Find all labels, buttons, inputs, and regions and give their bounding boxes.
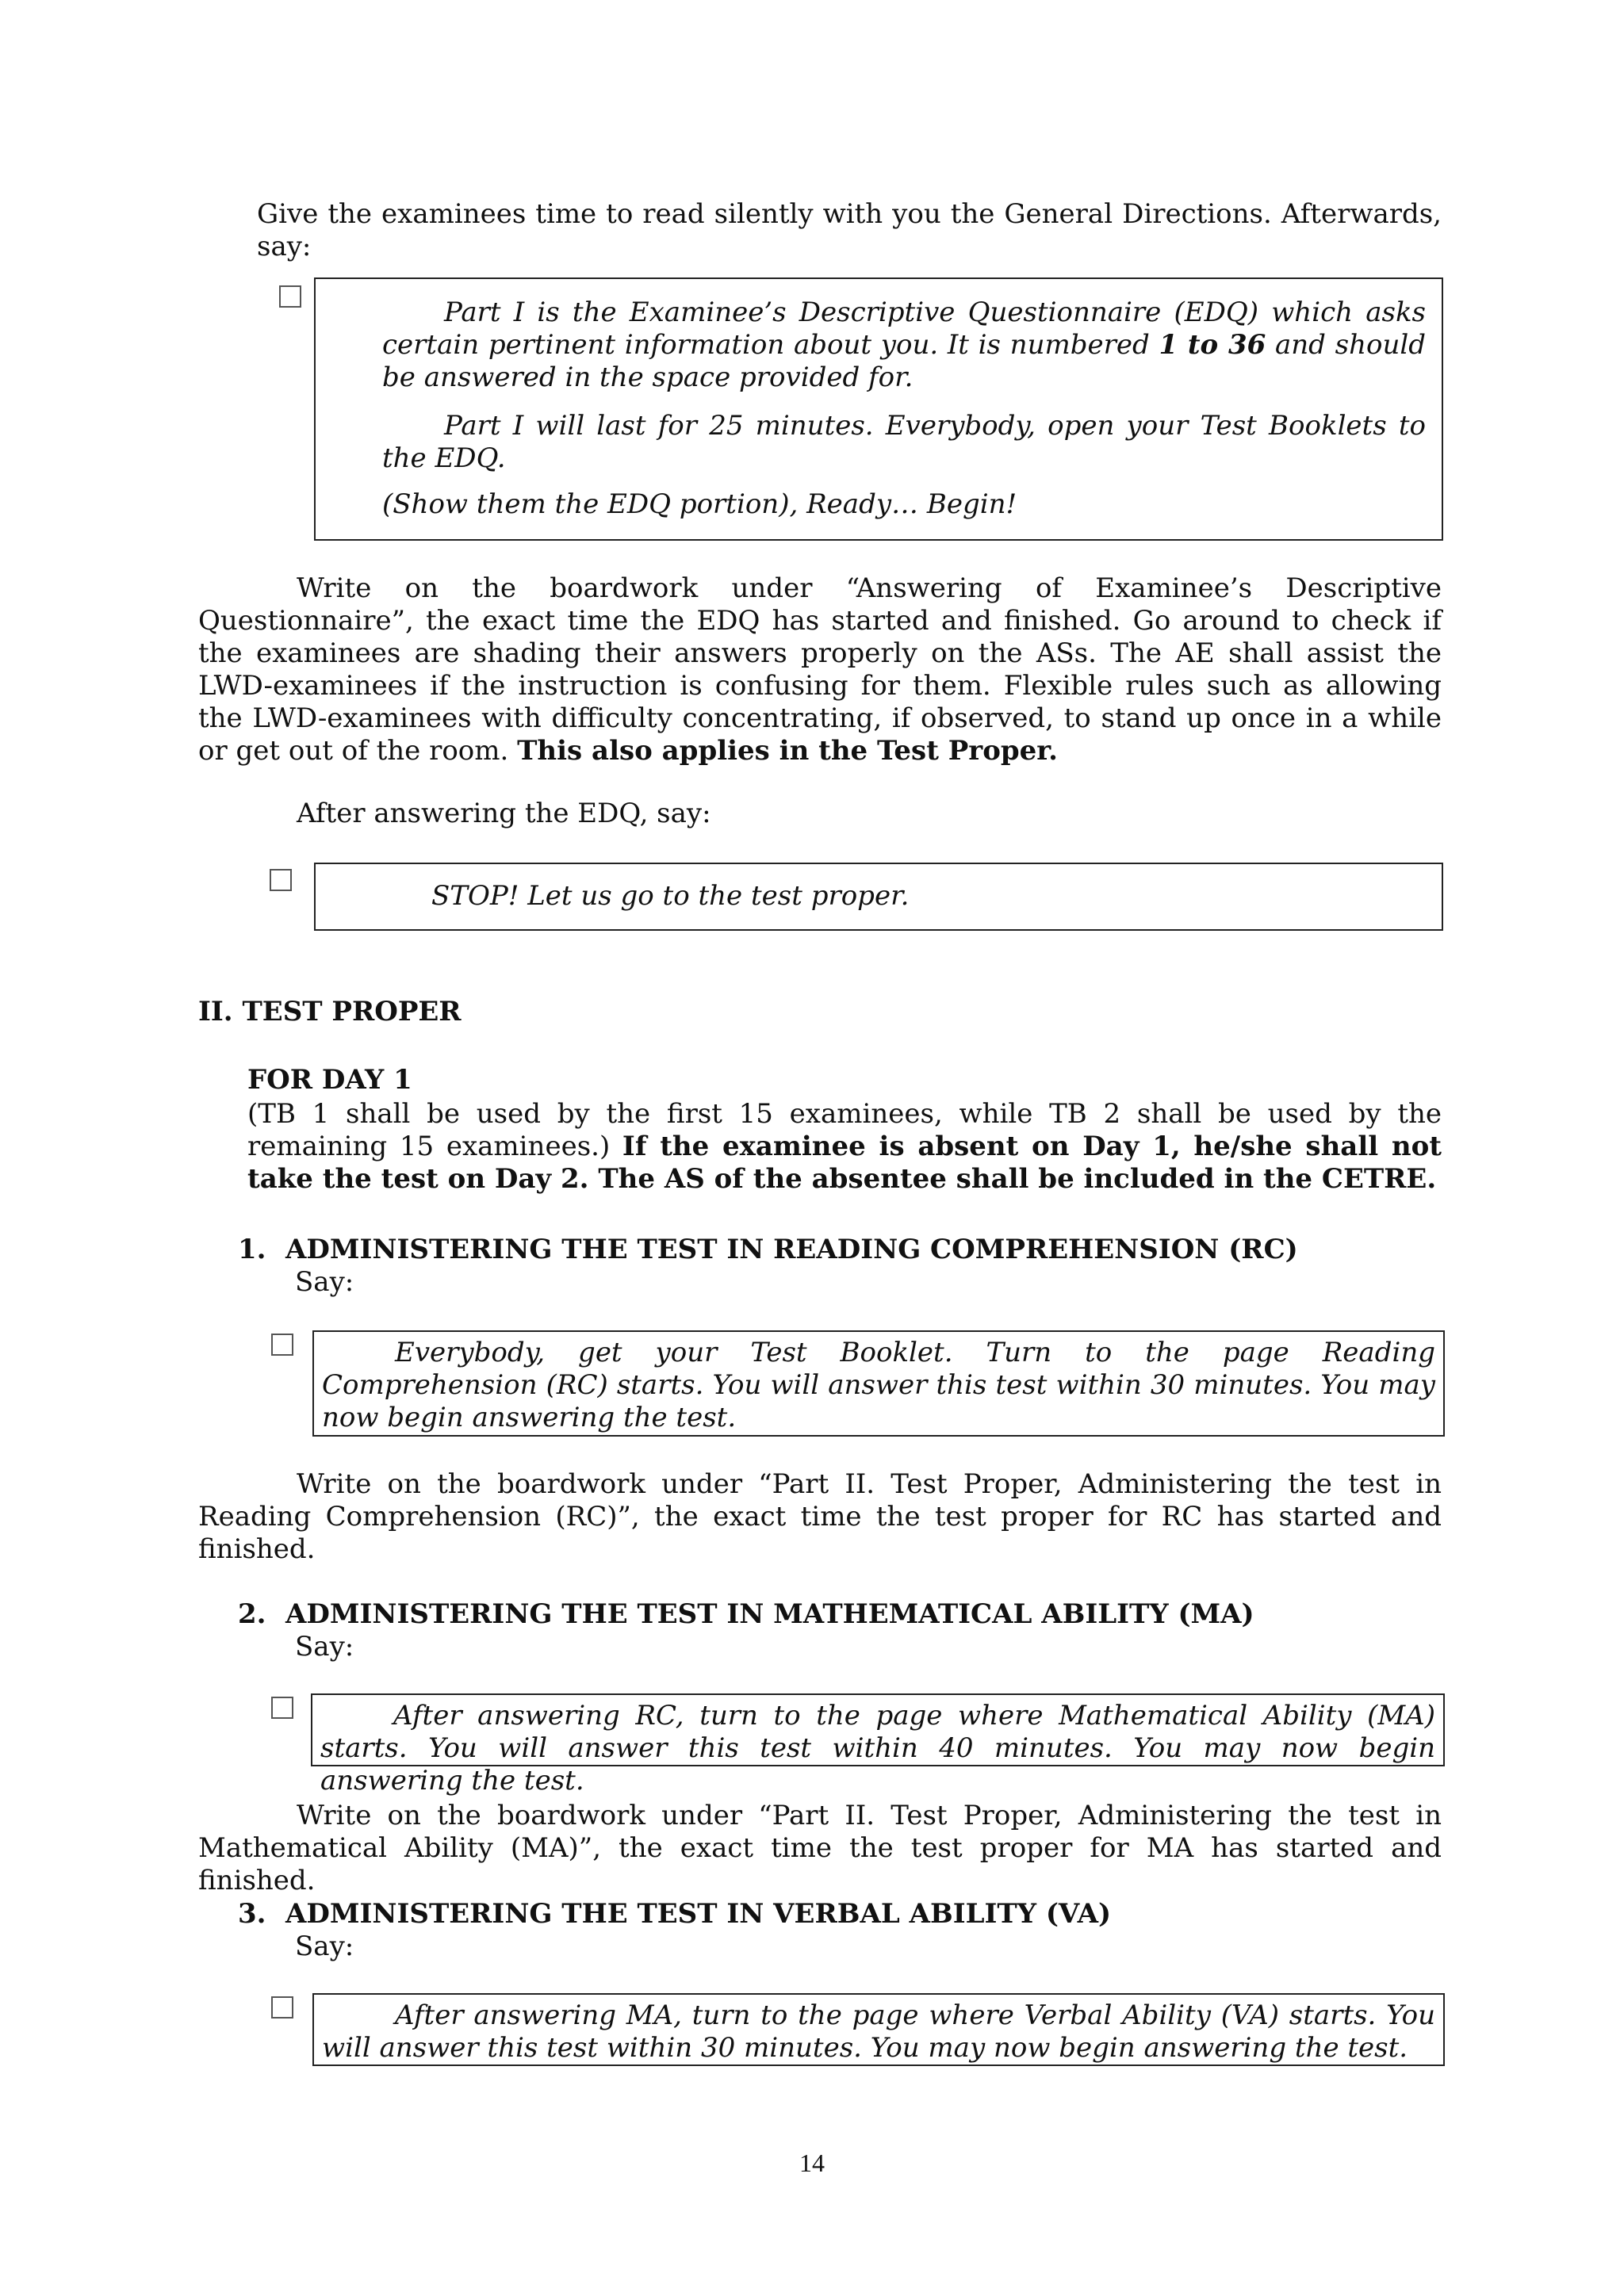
edq-instruction-box [314, 277, 1443, 541]
say-label: Say: [295, 1931, 354, 1962]
boardwork-rc-paragraph: Write on the boardwork under “Part II. Test Proper, Administering the test in Reading Comprehension (RC)”, the exact time the test proper for RC has started and finished. [198, 1468, 1442, 1565]
ma-box-text: After answering RC, turn to the page where Mathematical Ability (MA) starts. You will answer this test within 40 minutes. You may now begin answering the test. [320, 1700, 1435, 1797]
edq-paragraph-2: Part I will last for 25 minutes. Everybody, open your Test Booklets to the EDQ. [382, 410, 1426, 474]
item-heading-va: 3. ADMINISTERING THE TEST IN VERBAL ABILITY (VA) [238, 1898, 1112, 1930]
checkbox[interactable] [271, 1697, 293, 1719]
va-instruction-box [312, 1993, 1445, 2066]
ma-instruction-box [311, 1693, 1445, 1797]
say-label: Say: [295, 1631, 354, 1663]
after-edq-text: After answering the EDQ, say: [297, 798, 711, 829]
page-number: 14 [799, 2149, 825, 2177]
intro-say: say: [257, 231, 312, 262]
checkbox[interactable] [279, 285, 301, 308]
rc-instruction-box [312, 1330, 1445, 1437]
intro-line: Give the examinees time to read silently with you the General Directions. Afterwards, [257, 198, 1442, 230]
edq-paragraph-3: (Show them the EDQ portion), Ready… Begin! [382, 488, 1017, 520]
checkbox[interactable] [271, 1996, 293, 2019]
checkbox[interactable] [271, 1334, 293, 1356]
boardwork-ma-paragraph: Write on the boardwork under “Part II. Test Proper, Administering the test in Mathematical Ability (MA)”, the exact time the test proper for MA has started and finished. [198, 1800, 1442, 1896]
checkbox[interactable] [270, 869, 292, 891]
day-heading: FOR DAY 1 [247, 1064, 412, 1096]
section-heading: II. TEST PROPER [198, 996, 462, 1027]
rc-box-text: Everybody, get your Test Booklet. Turn to the page Reading Comprehension (RC) starts. You will answer this test within 30 minutes. You may now begin answering the test. [322, 1337, 1435, 1433]
va-box-text: After answering MA, turn to the page where Verbal Ability (VA) starts. You will answer this test within 30 minutes. You may now begin answering the test. [322, 1999, 1435, 2064]
stop-text: STOP! Let us go to the test proper. [431, 880, 910, 912]
say-label: Say: [295, 1266, 354, 1298]
day1-paragraph: (TB 1 shall be used by the first 15 examinees, while TB 2 shall be used by the remaining 15 examinees.) If the examinee is absent on Day 1, he/she shall not take the test on Day 2. The AS of the absentee shall be included in the CETRE. [247, 1098, 1442, 1195]
item-heading-rc: 1. ADMINISTERING THE TEST IN READING COMPREHENSION (RC) [238, 1234, 1298, 1265]
stop-instruction-box [314, 863, 1443, 931]
edq-paragraph-1: Part I is the Examinee’s Descriptive Questionnaire (EDQ) which asks certain pertinent information about you. It is numbered 1 to 36 and should be answered in the space provided for. [382, 297, 1426, 393]
item-heading-ma: 2. ADMINISTERING THE TEST IN MATHEMATICAL ABILITY (MA) [238, 1598, 1254, 1630]
boardwork-edq-paragraph: Write on the boardwork under “Answering of Examinee’s Descriptive Questionnaire”, the exact time the EDQ has started and finished. Go around to check if the examinees are shading their answers properly on the ASs. The AE shall assist the LWD-examinees if the instruction is confusing for them. Flexible rules such as allowing the LWD-examinees with difficulty concentrating, if observed, to stand up once in a while or get out of the room. This also applies in the Test Proper. [198, 572, 1442, 767]
